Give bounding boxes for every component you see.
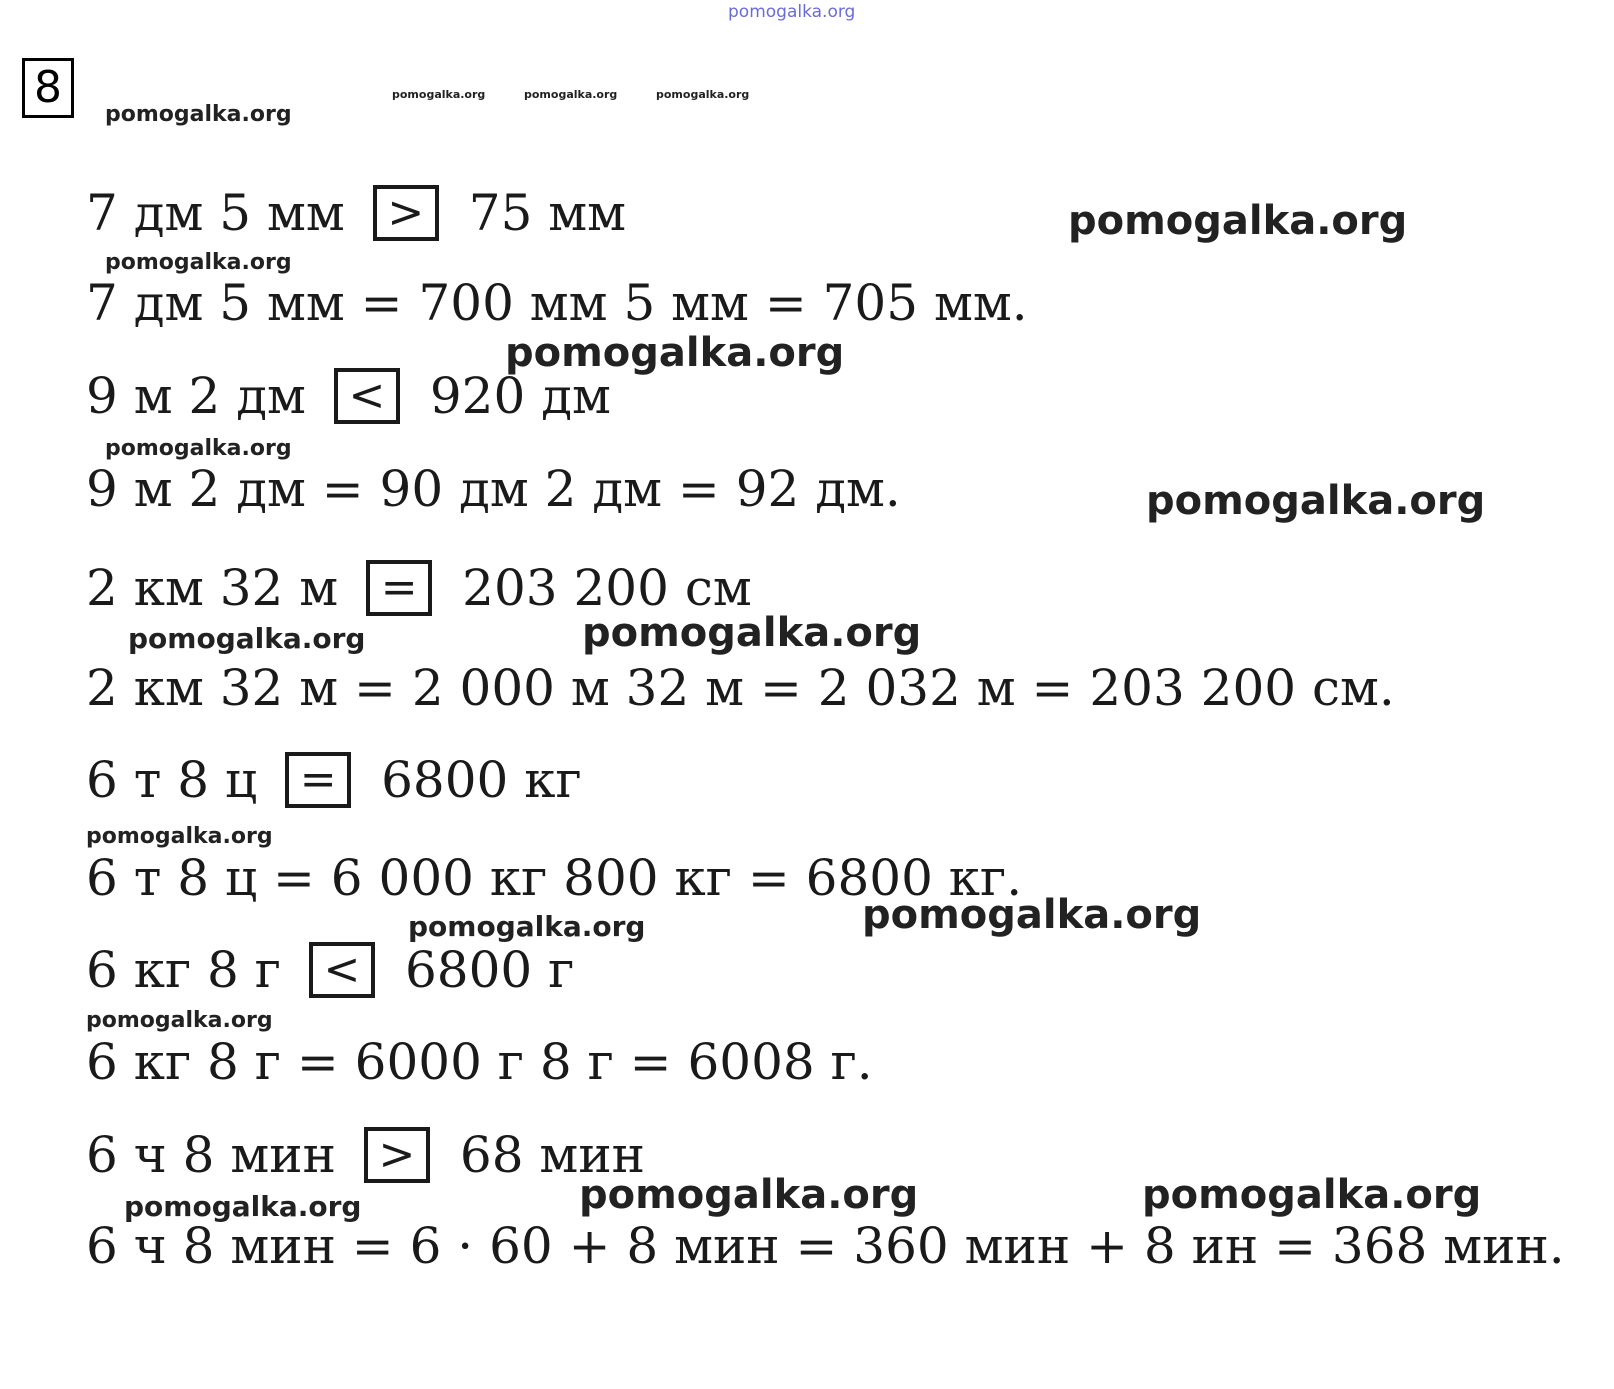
watermark-small: pomogalka.org bbox=[392, 88, 486, 101]
watermark: pomogalka.org bbox=[124, 1190, 362, 1223]
watermark-large: pomogalka.org bbox=[862, 892, 1202, 938]
solution-line bbox=[86, 273, 1028, 333]
solution-text: 7 дм 5 мм = 700 мм 5 мм = 705 мм. bbox=[86, 274, 1028, 332]
comparison-sign-box: > bbox=[364, 1127, 430, 1183]
comparison-right: 6800 г bbox=[404, 941, 575, 999]
watermark-small: pomogalka.org bbox=[524, 88, 618, 101]
solution-line bbox=[86, 658, 1395, 718]
comparison-right: 6800 кг bbox=[381, 751, 582, 809]
watermark-top: pomogalka.org bbox=[728, 2, 856, 22]
watermark: pomogalka.org bbox=[105, 250, 292, 275]
comparison-row bbox=[86, 183, 626, 243]
comparison-right: 920 дм bbox=[429, 367, 611, 425]
comparison-right: 203 200 см bbox=[462, 559, 752, 617]
watermark-large: pomogalka.org bbox=[1146, 478, 1486, 524]
comparison-left: 6 ч 8 мин bbox=[86, 1126, 336, 1184]
watermark-large: pomogalka.org bbox=[579, 1172, 919, 1218]
comparison-sign-box: > bbox=[373, 185, 439, 241]
task-number-box: 8 bbox=[22, 58, 74, 118]
comparison-left: 7 дм 5 мм bbox=[86, 184, 345, 242]
watermark: pomogalka.org bbox=[105, 102, 292, 127]
watermark: pomogalka.org bbox=[86, 824, 273, 849]
comparison-left: 6 кг 8 г bbox=[86, 941, 281, 999]
comparison-sign-box: < bbox=[309, 942, 375, 998]
solution-text: 9 м 2 дм = 90 дм 2 дм = 92 дм. bbox=[86, 460, 901, 518]
solution-line bbox=[86, 1216, 1565, 1276]
watermark-large: pomogalka.org bbox=[1068, 198, 1408, 244]
watermark-large: pomogalka.org bbox=[505, 330, 845, 376]
solution-text: 6 т 8 ц = 6 000 кг 800 кг = 6800 кг. bbox=[86, 849, 1023, 907]
watermark: pomogalka.org bbox=[105, 436, 292, 461]
comparison-left: 6 т 8 ц bbox=[86, 751, 258, 809]
comparison-row bbox=[86, 750, 582, 810]
watermark-small: pomogalka.org bbox=[656, 88, 750, 101]
solution-text: 6 ч 8 мин = 6 · 60 + 8 мин = 360 мин + 8 ин = 368 мин. bbox=[86, 1217, 1565, 1275]
comparison-sign-box: = bbox=[366, 560, 432, 616]
comparison-row bbox=[86, 1125, 645, 1185]
comparison-row bbox=[86, 366, 611, 426]
solution-text: 2 км 32 м = 2 000 м 32 м = 2 032 м = 203 200 см. bbox=[86, 659, 1395, 717]
comparison-row bbox=[86, 558, 752, 618]
solution-line bbox=[86, 1032, 873, 1092]
comparison-right: 68 мин bbox=[459, 1126, 645, 1184]
comparison-right: 75 мм bbox=[468, 184, 627, 242]
solution-text: 6 кг 8 г = 6000 г 8 г = 6008 г. bbox=[86, 1033, 873, 1091]
comparison-sign-box: < bbox=[334, 368, 400, 424]
comparison-row bbox=[86, 940, 574, 1000]
watermark: pomogalka.org bbox=[86, 1008, 273, 1033]
solution-line bbox=[86, 848, 1022, 908]
watermark: pomogalka.org bbox=[128, 622, 366, 655]
watermark: pomogalka.org bbox=[408, 910, 646, 943]
comparison-sign-box: = bbox=[285, 752, 351, 808]
solution-line bbox=[86, 459, 901, 519]
comparison-left: 9 м 2 дм bbox=[86, 367, 306, 425]
watermark-large: pomogalka.org bbox=[582, 610, 922, 656]
watermark-large: pomogalka.org bbox=[1142, 1172, 1482, 1218]
comparison-left: 2 км 32 м bbox=[86, 559, 339, 617]
